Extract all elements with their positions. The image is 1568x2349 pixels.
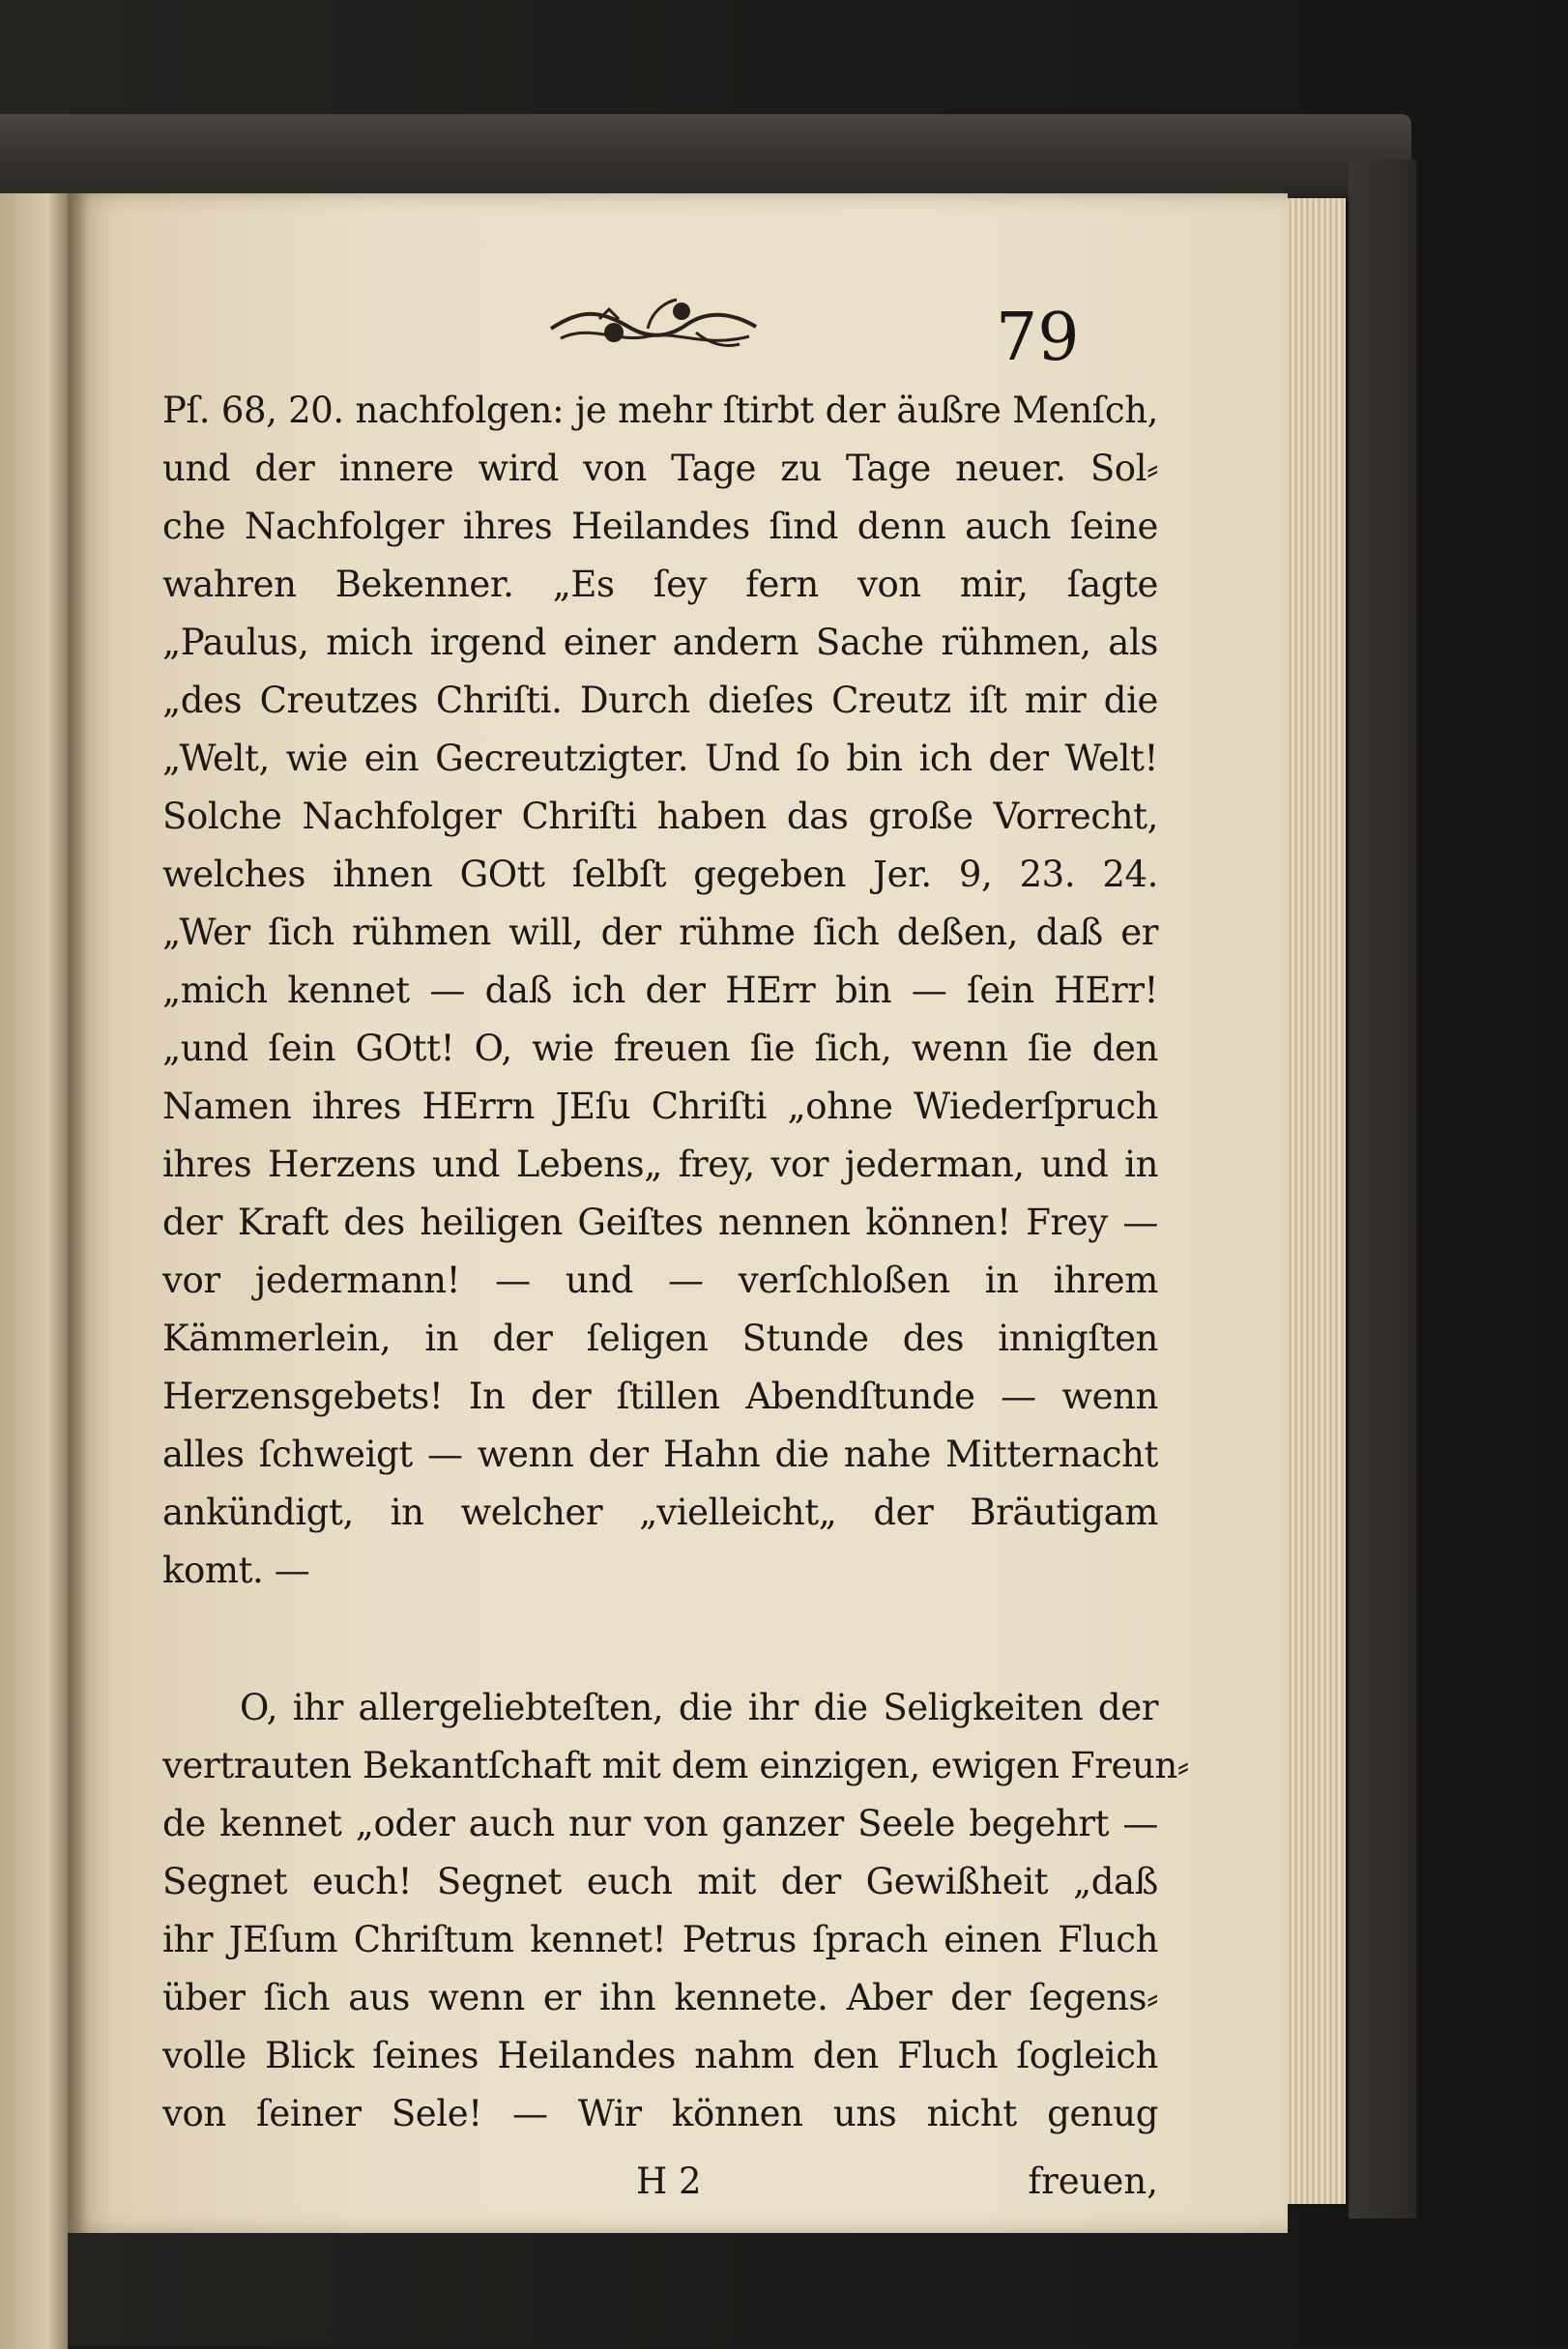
body-text [162,382,1189,2143]
text-line: Kämmerlein, in der ſeligen Stunde des innigſten [162,1318,1158,1359]
page-block-edges [1286,198,1346,2204]
page-number: 79 [996,300,1080,376]
page-gutter-shadow [68,193,89,2233]
text-line: und der innere wird von Tage zu Tage neuer. Sol⸗ [162,448,1158,489]
text-line: vertrauten Bekantſchaft mit dem einzigen, ewigen Freun⸗ [162,1745,1189,1786]
floral-ornament-icon [541,290,764,358]
text-line: volle Blick ſeines Heilandes nahm den Fluch ſogleich [162,2035,1158,2076]
text-line: Pſ. 68, 20. nachfolgen: je mehr ſtirbt der äußre Menſch, [162,390,1158,431]
text-line: von ſeiner Sele! — Wir können uns nicht genug [162,2093,1158,2134]
text-line: wahren Bekenner. „Es ſey fern von mir, ſagte [162,564,1158,605]
paragraph-gap [162,1600,1158,1679]
text-line: alles ſchweigt — wenn der Hahn die nahe Mitternacht [162,1434,1158,1475]
text-line: ihr JEſum Chriſtum kennet! Petrus ſprach einen Fluch [162,1919,1158,1960]
book-cover-top [0,114,1411,201]
text-line: ihres Herzens und Lebens„ frey, vor jederman, und in [162,1144,1158,1185]
text-line: komt. — [162,1550,310,1591]
text-line: de kennet „oder auch nur von ganzer Seele begehrt — [162,1803,1158,1844]
text-line: che Nachfolger ihres Heilandes ſind denn auch ſeine [162,506,1158,547]
text-line: Herzensgebets! In der ſtillen Abendſtunde — wenn [162,1376,1158,1417]
text-line: „und ſein GOtt! O, wie freuen ſie ſich, wenn ſie den [162,1028,1158,1069]
signature-mark: H 2 [636,2160,702,2202]
text-line: „mich kennet — daß ich der HErr bin — ſein HErr! [162,970,1158,1011]
text-line: Solche Nachfolger Chriſti haben das große Vorrecht, [162,796,1158,837]
text-line: vor jedermann! — und — verſchloßen in ihrem [162,1260,1158,1301]
text-line: Segnet euch! Segnet euch mit der Gewißheit „daß [162,1861,1158,1902]
book-page [68,193,1288,2233]
facing-page-edge [0,193,68,2349]
text-line: Namen ihres HErrn JEſu Chriſti „ohne Wiederſpruch [162,1086,1158,1127]
book-cover-right [1349,160,1416,2218]
catchword: freuen, [1028,2160,1158,2202]
text-line: über ſich aus wenn er ihn kennete. Aber der ſegens⸗ [162,1977,1158,2018]
text-line: „Paulus, mich irgend einer andern Sache rühmen, als [162,622,1158,663]
text-line: der Kraft des heiligen Geiſtes nennen können! Frey — [162,1202,1158,1243]
text-line: welches ihnen GOtt ſelbſt gegeben Jer. 9, 23. 24. [162,854,1158,895]
text-line: O, ihr allergeliebteſten, die ihr die Seligkeiten der [240,1687,1158,1728]
text-line: ankündigt, in welcher „vielleicht„ der Bräutigam [162,1492,1158,1533]
text-line: „Welt, wie ein Gecreutzigter. Und ſo bin ich der Welt! [162,738,1158,779]
text-line: „Wer ſich rühmen will, der rühme ſich deßen, daß er [162,912,1158,953]
text-line: „des Creutzes Chriſti. Durch dieſes Creutz iſt mir die [162,680,1158,721]
page-footer [162,2160,1158,2218]
